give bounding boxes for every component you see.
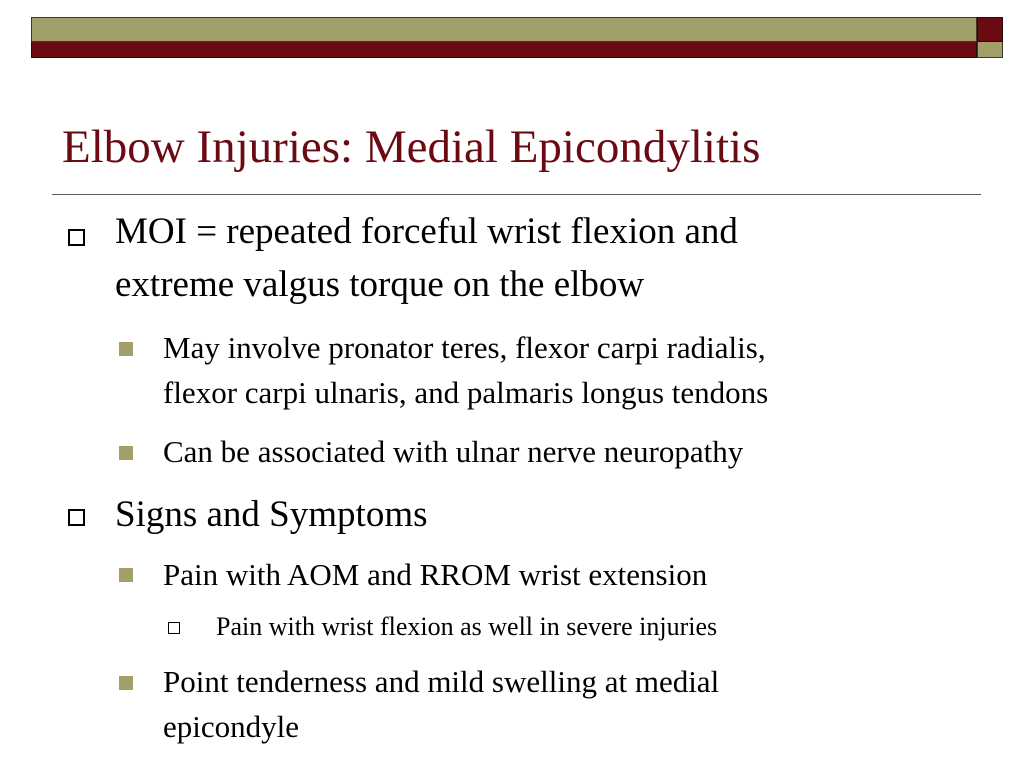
header-banner-maroon-bar [31, 42, 977, 58]
bullet-line: MOI = repeated forceful wrist flexion and [115, 211, 738, 252]
bullet-item-ulnar-nerve [163, 429, 963, 474]
hollow-square-icon [168, 622, 180, 634]
filled-square-icon [119, 676, 133, 690]
bullet-line: epicondyle [163, 709, 300, 744]
filled-square-icon [119, 342, 133, 356]
header-banner-olive-bar [31, 17, 977, 42]
bullet-item-signs-symptoms [115, 488, 975, 541]
bullet-line: Signs and Symptoms [115, 494, 428, 535]
hollow-square-icon [68, 509, 85, 526]
hollow-square-icon [68, 229, 85, 246]
filled-square-icon [119, 568, 133, 582]
corner-olive-square [977, 42, 1003, 58]
bullet-item-point-tenderness [163, 659, 963, 749]
bullet-line: Pain with wrist flexion as well in severe injuries [216, 612, 718, 641]
filled-square-icon [119, 446, 133, 460]
corner-maroon-square [977, 17, 1003, 42]
bullet-line: Pain with AOM and RROM wrist extension [163, 557, 708, 592]
bullet-line: Point tenderness and mild swelling at medial [163, 664, 720, 699]
slide-title: Elbow Injuries: Medial Epicondylitis [62, 121, 761, 173]
bullet-item-moi [115, 205, 975, 311]
bullet-line: extreme valgus torque on the elbow [115, 264, 645, 305]
bullet-item-pain-flexion [216, 609, 976, 645]
bullet-line: flexor carpi ulnaris, and palmaris longus tendons [163, 375, 769, 410]
bullet-line: Can be associated with ulnar nerve neuropathy [163, 434, 744, 469]
bullet-item-tendons [163, 325, 963, 415]
bullet-line: May involve pronator teres, flexor carpi radialis, [163, 330, 766, 365]
title-divider [52, 194, 981, 195]
bullet-item-pain-extension [163, 552, 963, 597]
